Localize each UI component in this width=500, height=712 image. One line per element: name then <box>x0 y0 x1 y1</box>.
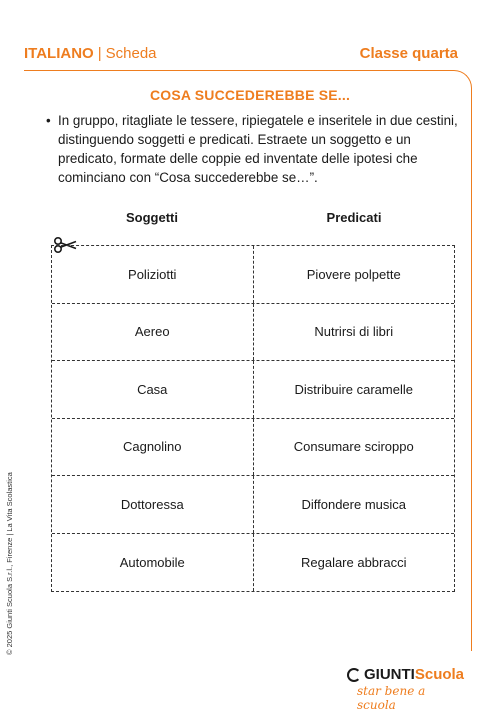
logo-wordmark <box>347 666 467 683</box>
subject-card: Aereo <box>52 304 254 361</box>
table-row <box>52 304 454 362</box>
table-row <box>52 476 454 534</box>
grade-label: Classe quarta <box>359 45 458 62</box>
table-row <box>52 534 454 592</box>
logo-tagline: star bene a scuola <box>357 684 426 712</box>
table-row <box>52 361 454 419</box>
column-header-predicati: Predicati <box>326 210 382 225</box>
cutout-grid <box>51 245 455 592</box>
predicate-card: Regalare abbracci <box>300 554 407 570</box>
header-separator: | <box>97 45 102 62</box>
subject-card: Automobile <box>52 534 254 592</box>
subject-card: Cagnolino <box>52 419 254 476</box>
subject-label: ITALIANO <box>24 45 94 62</box>
publisher-logo <box>347 666 467 712</box>
copyright-notice: © 2025 Giunti Scuola S.r.l., Firenze | La Vita Scolastica <box>5 472 14 655</box>
logo-mark-icon <box>347 668 361 682</box>
worksheet-type: Scheda <box>105 45 157 62</box>
predicate-card: Distribuire caramelle <box>294 381 413 397</box>
subject-card: Poliziotti <box>52 246 254 303</box>
subject-card: Casa <box>52 361 254 418</box>
instruction-bullet: • <box>46 113 51 128</box>
predicate-card: Piovere polpette <box>306 266 401 282</box>
table-row <box>52 419 454 477</box>
worksheet-title: COSA SUCCEDEREBBE SE... <box>149 87 351 103</box>
column-header-soggetti: Soggetti <box>126 210 178 225</box>
predicate-card: Consumare sciroppo <box>293 439 414 455</box>
predicate-card: Diffondere musica <box>301 496 407 512</box>
logo-primary: GIUNTI <box>364 666 415 683</box>
table-row <box>52 246 454 304</box>
header-subject-line <box>24 45 157 62</box>
instruction-block <box>48 111 458 187</box>
logo-secondary: Scuola <box>414 666 465 683</box>
subject-card: Dottoressa <box>52 476 254 533</box>
instruction-text: In gruppo, ritagliate le tessere, ripiegatele e inseritele in due cestini, distinguendo soggetti e predicati. Estraete un soggetto e un predicato, formate delle coppie ed inventate delle ipotesi che cominciano con “Cosa succederebbe se…”. <box>58 113 458 185</box>
predicate-card: Nutrirsi di libri <box>314 324 394 340</box>
